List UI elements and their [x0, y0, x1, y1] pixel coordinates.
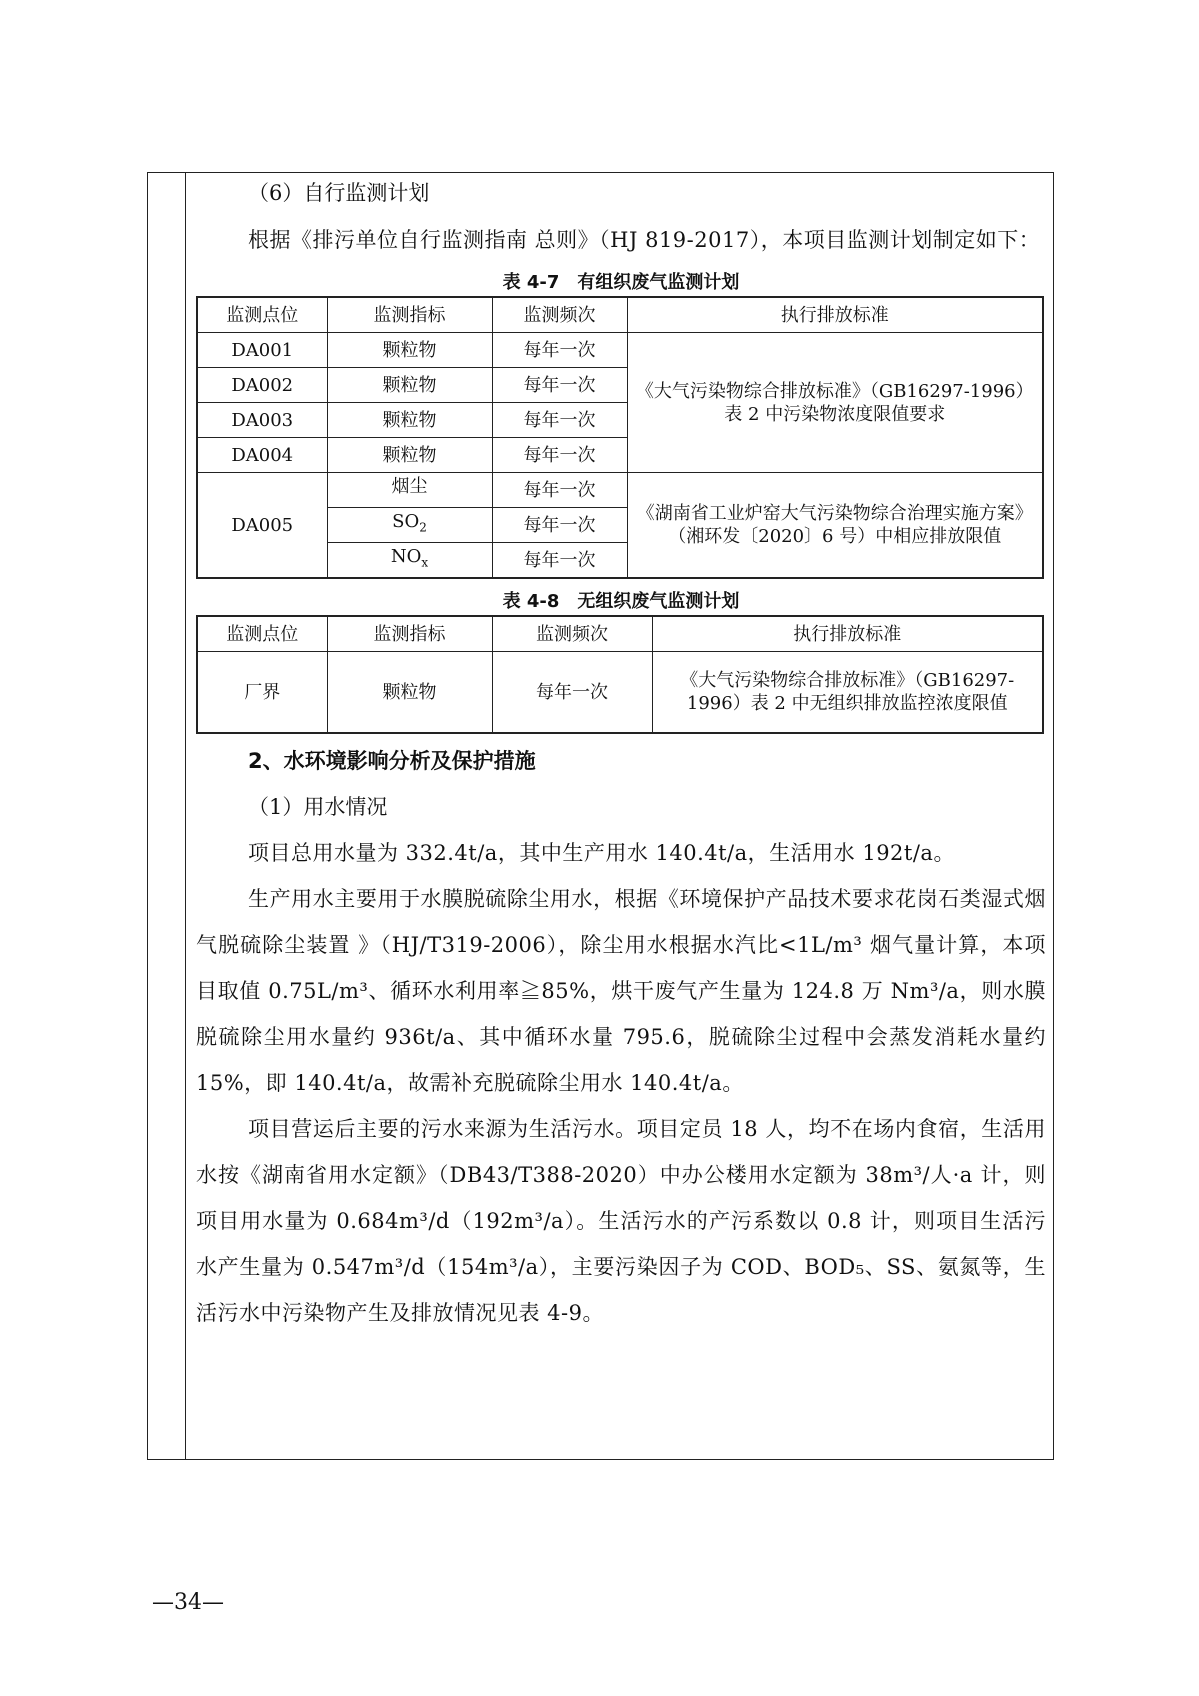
monitoring-intro: 根据《排污单位自行监测指南 总则》（HJ 819-2017），本项目监测计划制定如下： — [248, 228, 1041, 252]
table-row — [197, 652, 1043, 734]
point-cell: DA004 — [197, 438, 327, 473]
table-header-row — [197, 297, 1043, 333]
water-subheading: （1）用水情况 — [248, 795, 388, 819]
indicator-cell: 颗粒物 — [327, 438, 492, 473]
content-area — [196, 173, 1046, 1336]
water-paragraph-2: 生产用水主要用于水膜脱硫除尘用水，根据《环境保护产品技术要求花岗石类湿式烟气脱硫除尘装置 》（HJ/T319-2006），除尘用水根据水汽比<1L/m³ 烟气量计算，本项目取值 0.75L/m³、循环水利用率≧85%，烘干废气产生量为 124.8 万 Nm³/a，则水膜脱硫除尘用水量约 936t/a、其中循环水量 795.6，脱硫除尘过程中会蒸发消耗水量约 15%，即 140.4t/a，故需补充脱硫除尘用水 140.4t/a。 — [196, 887, 1046, 1095]
point-cell: 厂界 — [197, 652, 327, 734]
standard-cell: 《湖南省工业炉窑大气污染物综合治理实施方案》（湘环发〔2020〕6 号）中相应排放限值 — [627, 473, 1043, 579]
frequency-cell: 每年一次 — [492, 438, 627, 473]
point-cell: DA002 — [197, 368, 327, 403]
header-cell: 监测指标 — [327, 297, 492, 333]
header-cell: 执行排放标准 — [627, 297, 1043, 333]
header-cell: 监测指标 — [327, 616, 492, 652]
water-paragraph-3: 项目营运后主要的污水来源为生活污水。项目定员 18 人，均不在场内食宿，生活用水按《湖南省用水定额》（DB43/T388-2020）中办公楼用水定额为 38m³/人·a 计，则项目用水量为 0.684m³/d（192m³/a）。生活污水的产污系数以 0.8 计，则项目生活污水产生量为 0.547m³/d（154m³/a），主要污染因子为 COD、BOD₅、SS、氨氮等，生活污水中污染物产生及排放情况见表 4-9。 — [196, 1117, 1046, 1325]
frequency-cell: 每年一次 — [492, 333, 627, 368]
left-column — [148, 173, 186, 1459]
indicator-cell: $SO_2$ — [327, 508, 492, 543]
header-cell: 监测点位 — [197, 297, 327, 333]
frequency-cell: 每年一次 — [492, 403, 627, 438]
frequency-cell: 每年一次 — [492, 368, 627, 403]
frequency-cell: 每年一次 — [492, 473, 627, 508]
frequency-cell: 每年一次 — [492, 508, 627, 543]
indicator-cell: 颗粒物 — [327, 368, 492, 403]
table-row — [197, 333, 1043, 368]
page-frame — [147, 172, 1054, 1460]
header-cell: 监测点位 — [197, 616, 327, 652]
indicator-cell: $NO_x$ — [327, 543, 492, 579]
table-4-8 — [196, 615, 1044, 734]
standard-cell: 《大气污染物综合排放标准》（GB16297-1996）表 2 中污染物浓度限值要求 — [627, 333, 1043, 473]
table-4-7-caption: 表 4-7 有组织废气监测计划 — [502, 272, 740, 293]
indicator-cell: 颗粒物 — [327, 403, 492, 438]
table-4-7 — [196, 296, 1044, 579]
table-header-row — [197, 616, 1043, 652]
monitoring-heading: （6）自行监测计划 — [248, 181, 430, 205]
table-row — [197, 473, 1043, 508]
point-cell: DA001 — [197, 333, 327, 368]
table-4-8-caption: 表 4-8 无组织废气监测计划 — [502, 591, 740, 612]
indicator-cell: 颗粒物 — [327, 652, 492, 734]
header-cell: 监测频次 — [492, 616, 652, 652]
header-cell: 监测频次 — [492, 297, 627, 333]
header-cell: 执行排放标准 — [652, 616, 1043, 652]
standard-cell: 《大气污染物综合排放标准》（GB16297-1996）表 2 中无组织排放监控浓度限值 — [652, 652, 1043, 734]
water-heading: 2、水环境影响分析及保护措施 — [248, 749, 536, 773]
point-cell: DA005 — [197, 473, 327, 579]
page-number: —34— — [152, 1590, 224, 1615]
frequency-cell: 每年一次 — [492, 652, 652, 734]
point-cell: DA003 — [197, 403, 327, 438]
water-paragraph-1: 项目总用水量为 332.4t/a，其中生产用水 140.4t/a，生活用水 192t/a。 — [248, 841, 955, 865]
indicator-cell: 颗粒物 — [327, 333, 492, 368]
frequency-cell: 每年一次 — [492, 543, 627, 579]
indicator-cell: 烟尘 — [327, 473, 492, 508]
